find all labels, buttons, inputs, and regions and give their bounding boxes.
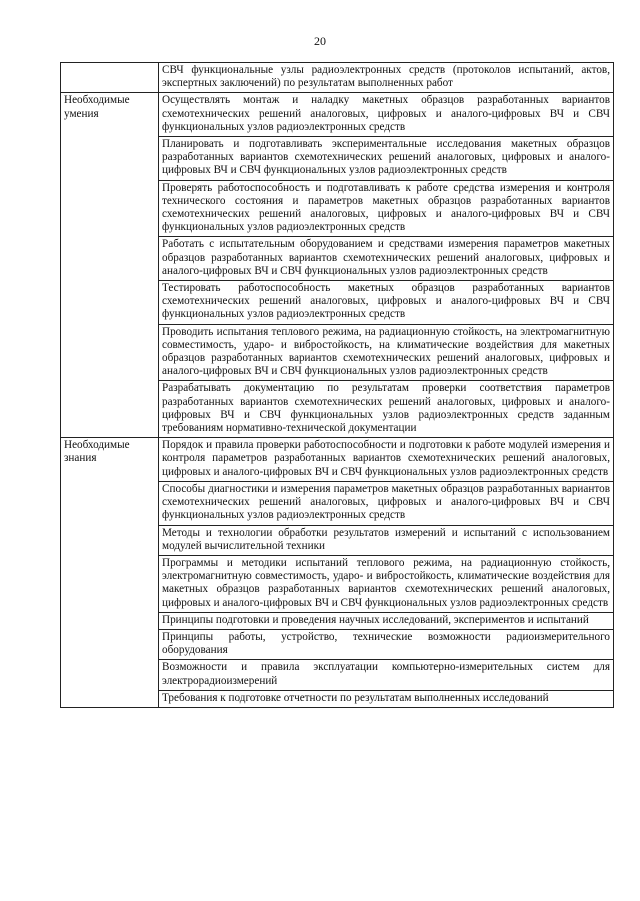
table-row (61, 93, 614, 137)
requirement-text: Проверять работоспособность и подготавливать к работе средства измерения и контроля технического состояния и параметров макетных образцов разработанных вариантов схемотехнических решений аналоговых, цифровых и аналого-цифровых ВЧ и СВЧ функциональных узлов радиоэлектронных средств (159, 180, 614, 237)
requirement-text: Разрабатывать документацию по результатам проверки соответствия параметров разработанных вариантов схемотехнических решений аналоговых, цифровых и аналого-цифровых ВЧ и СВЧ функциональных узлов радиоэлектронных средств заданным требованиям нормативно-технической документации (159, 381, 614, 438)
requirement-text: Тестировать работоспособность макетных образцов разработанных вариантов схемотехнических решений аналоговых, цифровых и аналого-цифровых ВЧ и СВЧ функциональных узлов радиоэлектронных средств (159, 281, 614, 325)
requirement-text: Возможности и правила эксплуатации компьютерно-измерительных систем для электрорадиоизмерений (159, 660, 614, 690)
requirement-text: СВЧ функциональные узлы радиоэлектронных средств (протоколов испытаний, актов, экспертных заключений) по результатам выполненных работ (159, 63, 614, 93)
requirement-text: Порядок и правила проверки работоспособности и подготовки к работе модулей измерения и контроля параметров разработанных вариантов схемотехнических решений аналоговых, цифровых и аналого-цифровых ВЧ и СВЧ функциональных узлов радиоэлектронных средств (159, 438, 614, 482)
requirement-text: Планировать и подготавливать экспериментальные исследования макетных образцов разработанных вариантов схемотехнических решений аналоговых, цифровых и аналого-цифровых ВЧ и СВЧ функциональных узлов радиоэлектронных средств (159, 137, 614, 181)
row-group-label: Необходимые умения (61, 93, 159, 438)
row-group-label (61, 63, 159, 93)
table-row (61, 63, 614, 93)
page-number: 20 (314, 34, 326, 48)
requirement-text: Работать с испытательным оборудованием и средствами измерения параметров макетных образцов разработанных вариантов схемотехнических решений аналоговых, цифровых и аналого-цифровых ВЧ и СВЧ функциональных узлов радиоэлектронных средств (159, 237, 614, 281)
requirement-text: Программы и методики испытаний теплового режима, на радиационную стойкость, электромагнитную совместимость, ударо- и вибростойкость, климатические воздействия для макетных образцов разработанных вариантов схемотехнических решений аналоговых, цифровых и аналого-цифровых ВЧ и СВЧ функциональных узлов радиоэлектронных средств (159, 555, 614, 612)
row-group-label: Необходимые знания (61, 438, 159, 708)
requirement-text: Требования к подготовке отчетности по результатам выполненных исследований (159, 690, 614, 707)
requirement-text: Проводить испытания теплового режима, на радиационную стойкость, на электромагнитную совместимость, ударо- и вибростойкость, на климатические воздействия для макетных образцов разработанных вариантов схемотехнических решений аналоговых, цифровых и аналого-цифровых ВЧ и СВЧ функциональных узлов радиоэлектронных средств (159, 324, 614, 381)
table-row (61, 438, 614, 482)
requirement-text: Способы диагностики и измерения параметров макетных образцов разработанных вариантов схемотехнических решений аналоговых, цифровых и аналого-цифровых ВЧ и СВЧ функциональных узлов радиоэлектронных средств (159, 481, 614, 525)
requirement-text: Принципы работы, устройство, технические возможности радиоизмерительного оборудования (159, 629, 614, 659)
requirement-text: Осуществлять монтаж и наладку макетных образцов разработанных вариантов схемотехнических решений аналоговых, цифровых и аналого-цифровых ВЧ и СВЧ функциональных узлов радиоэлектронных средств (159, 93, 614, 137)
requirement-text: Принципы подготовки и проведения научных исследований, экспериментов и испытаний (159, 612, 614, 629)
requirements-table (60, 62, 614, 708)
requirement-text: Методы и технологии обработки результатов измерений и испытаний с использованием модулей вычислительной техники (159, 525, 614, 555)
